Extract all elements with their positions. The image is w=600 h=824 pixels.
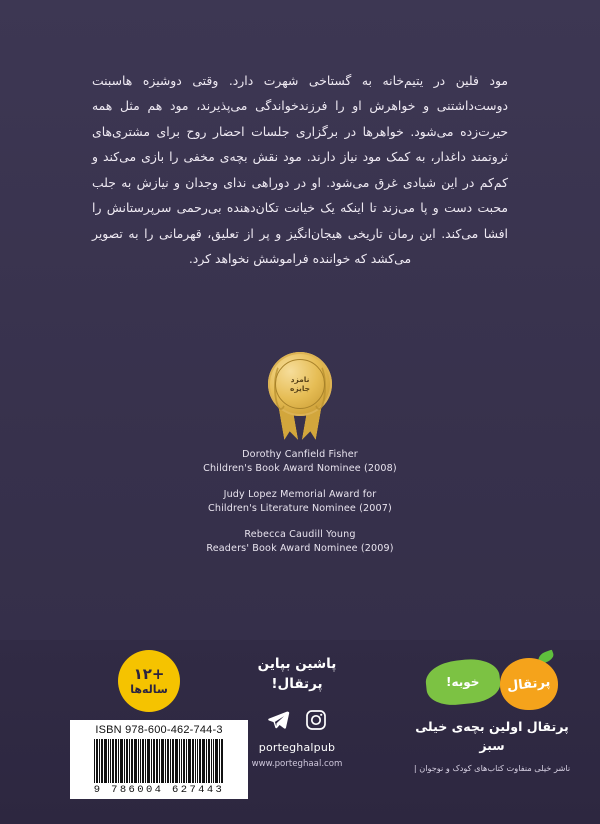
award-title: Judy Lopez Memorial Award for [223,488,377,500]
social-icons [232,707,362,733]
award-item [0,488,600,516]
isbn-barcode-block [70,720,248,799]
award-title: Rebecca Caudill Young [244,528,356,540]
award-medal-wrapper [0,352,600,444]
award-medal [261,352,339,444]
bottom-bar [0,640,600,824]
medal-disc-inner [275,359,325,409]
medal-text [290,375,310,394]
green-badge-logo [424,656,502,707]
publisher-logo-block [412,652,572,774]
award-subtitle: Children's Literature Nominee (2007) [208,502,392,514]
age-rating-label: ساله‌ها [130,683,168,697]
orange-logo-label: پرتقال [506,674,552,694]
green-badge-label: خوبه! [446,675,480,689]
medal-disc [268,352,332,416]
award-title: Dorothy Canfield Fisher [242,449,358,460]
publisher-website[interactable]: www.porteghaal.com [251,758,343,769]
age-rating-badge [118,650,180,712]
barcode-digits: 9 786004 627443 [93,784,225,796]
slogan-line-2: پرتقال! [271,676,323,693]
medal-text-line2: جایزه [289,384,311,393]
barcode-image [76,739,242,783]
awards-list [0,448,600,555]
award-subtitle: Children's Book Award Nominee (2008) [203,462,397,474]
award-subtitle: Readers' Book Award Nominee (2009) [206,542,394,554]
publisher-name: پرتقال اولین بچه‌ی خیلی سبز [415,719,569,753]
award-item [0,528,600,556]
instagram-icon[interactable] [303,707,329,733]
publisher-description: ناشر خیلی منفاوت کتاب‌های کودک و نوجوان | [413,762,571,773]
slogan-line-1: پاشین بپاین [257,656,337,672]
publisher-slogan [232,654,362,695]
medal-text-line1: نامزد [290,374,310,384]
publisher-contact-block [232,654,362,769]
orange-logo-icon [500,652,562,710]
telegram-icon[interactable] [265,707,291,733]
age-rating-value: +۱۲ [133,665,165,684]
book-blurb: مود فلین در یتیم‌خانه به گستاخی شهرت دارد. وقتی دوشیزه هاسبنت دوست‌داشتنی و خواهرش او را فرزندخواندگی می‌پذیرند، مود هم مثل همه حیرت‌زده می‌شود. خواهرها در برگزاری جلسات احضار روح برای مشتری‌های ثروتمند داغدار، به کمک مود نیاز دارند. مود نقش بچه‌ی مخفی را بازی می‌کند و کم‌کم در این شیادی غرق می‌شود. او در دوراهی ندای وجدان و نیازش به جلب محبت دست و پا می‌زند تا اینکه یک خیانت تکان‌دهنده بی‌رحمی سرپرستانش را افشا می‌کند. این رمان تاریخی هیجان‌انگیز و پر از تعلیق، قهرمانی را به تصویر می‌کشد که خواننده فراموشش نخواهد کرد. [92,73,508,266]
orange-fruit-shape [500,658,558,710]
award-item [0,448,600,476]
social-handle[interactable]: porteghalpub [258,740,336,754]
isbn-number: ISBN 978-600-462-744-3 [95,724,223,736]
